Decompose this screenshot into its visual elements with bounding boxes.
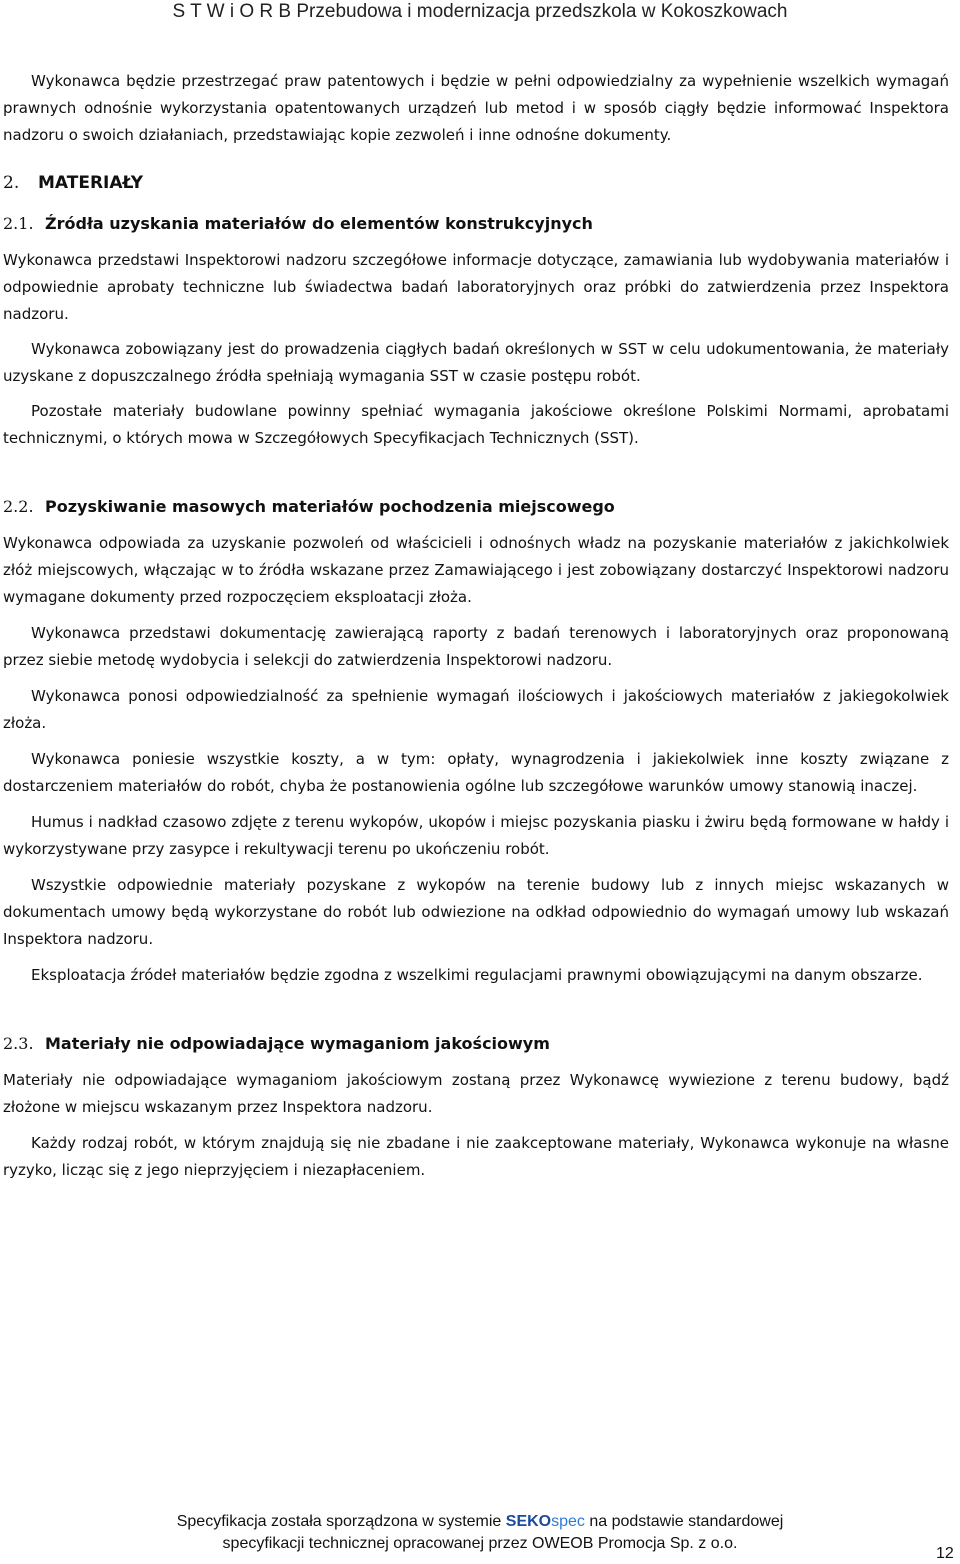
document-body [3, 68, 949, 1184]
section-2-1-heading [3, 211, 949, 237]
footer-text-after: na podstawie standardowej [589, 1513, 784, 1530]
section-2-3-title: Materiały nie odpowiadające wymaganiom jakościowym [45, 1034, 550, 1053]
section-2-2-paragraph: Wszystkie odpowiednie materiały pozyskane z wykopów na terenie budowy lub z innych miejsc wskazanych w dokumentach umowy będą wykorzystane do robót lub odwiezione na odkład odpowiednio do wymagań umowy lub wskazań Inspektora nadzoru. [3, 876, 949, 948]
section-2-2-paragraph: Wykonawca poniesie wszystkie koszty, a w tym: opłaty, wynagrodzenia i jakiekolwiek inne koszty związane z dostarczeniem materiałów do robót, chyba że postanowienia ogólne lub szczegółowe warunków umowy stanowią inaczej. [3, 750, 949, 795]
section-2-1-paragraph: Pozostałe materiały budowlane powinny spełniać wymagania jakościowe określone Polskimi Normami, aprobatami technicznymi, o których mowa w Szczegółowych Specyfikacjach Technicznych (SST). [3, 402, 949, 447]
section-2-2-paragraph: Humus i nadkład czasowo zdjęte z terenu wykopów, ukopów i miejsc pozyskania piasku i żwiru będą formowane w hałdy i wykorzystywane przy zasypce i rekultywacji terenu po ukończeniu robót. [3, 813, 949, 858]
section-2-number: 2. [3, 173, 20, 193]
section-2-3-paragraph: Materiały nie odpowiadające wymaganiom jakościowym zostaną przez Wykonawcę wywiezione z terenu budowy, bądź złożone w miejscu wskazanym przez Inspektora nadzoru. [3, 1071, 949, 1116]
section-2-1-number: 2.1. [3, 214, 34, 233]
section-2-3-heading [3, 1031, 949, 1057]
section-2-2-paragraph: Wykonawca ponosi odpowiedzialność za spełnienie wymagań ilościowych i jakościowych materiałów z jakiegokolwiek złoża. [3, 687, 949, 732]
brand-part-1: SEKO [505, 1513, 552, 1530]
section-2-heading [3, 170, 949, 196]
section-2-title: MATERIAŁY [38, 173, 144, 193]
section-2-3-paragraph: Każdy rodzaj robót, w którym znajdują się nie zbadane i nie zaakceptowane materiały, Wykonawca wykonuje na własne ryzyko, licząc się z jego nieprzyjęciem i niezapłaceniem. [3, 1134, 949, 1179]
footer-line-1 [0, 1511, 960, 1533]
page-footer [0, 1511, 960, 1555]
intro-paragraph: Wykonawca będzie przestrzegać praw patentowych i będzie w pełni odpowiedzialny za wypełnienie wszelkich wymagań prawnych odnośnie wykorzystania opatentowanych urządzeń lub metod i w sposób ciągły będzie informować Inspektora nadzoru o swoich działaniach, przedstawiając kopie zezwoleń i inne odnośne dokumenty. [3, 72, 949, 144]
sekospec-logo [506, 1513, 585, 1530]
brand-part-2: spec [551, 1513, 585, 1530]
section-2-2-heading [3, 494, 949, 520]
section-2-1-paragraph: Wykonawca zobowiązany jest do prowadzenia ciągłych badań określonych w SST w celu udokumentowania, że materiały uzyskane z dopuszczalnego źródła spełniają wymagania SST w czasie postępu robót. [3, 340, 949, 385]
section-2-3-number: 2.3. [3, 1034, 34, 1053]
section-2-1-title: Źródła uzyskania materiałów do elementów konstrukcyjnych [45, 214, 593, 233]
footer-text-before: Specyfikacja została sporządzona w systemie [176, 1513, 502, 1530]
page-header: S T W i O R B Przebudowa i modernizacja przedszkola w Kokoszkowach [172, 1, 788, 22]
section-2-2-paragraph: Eksploatacja źródeł materiałów będzie zgodna z wszelkimi regulacjami prawnymi obowiązującymi na danym obszarze. [31, 966, 923, 984]
section-2-1-paragraph: Wykonawca przedstawi Inspektorowi nadzoru szczegółowe informacje dotyczące, zamawiania lub wydobywania materiałów i odpowiednie aprobaty techniczne lub świadectwa badań laboratoryjnych oraz próbki do zatwierdzenia przez Inspektora nadzoru. [3, 251, 949, 323]
footer-line-2: specyfikacji technicznej opracowanej przez OWEOB Promocja Sp. z o.o. [222, 1535, 738, 1552]
section-2-2-number: 2.2. [3, 497, 34, 516]
section-2-2-paragraph: Wykonawca odpowiada za uzyskanie pozwoleń od właścicieli i odnośnych władz na pozyskanie materiałów z jakichkolwiek złóż miejscowych, włączając w to źródła wskazane przez Zamawiającego i jest zobowiązany dostarczyć Inspektorowi nadzoru wymagane dokumenty przed rozpoczęciem eksploatacji złoża. [3, 534, 949, 606]
section-2-2-paragraph: Wykonawca przedstawi dokumentację zawierającą raporty z badań terenowych i laboratoryjnych oraz proponowaną przez siebie metodę wydobycia i selekcji do zatwierdzenia Inspektorowi nadzoru. [3, 624, 949, 669]
page-number: 12 [936, 1545, 954, 1562]
section-2-2-title: Pozyskiwanie masowych materiałów pochodzenia miejscowego [45, 497, 615, 516]
